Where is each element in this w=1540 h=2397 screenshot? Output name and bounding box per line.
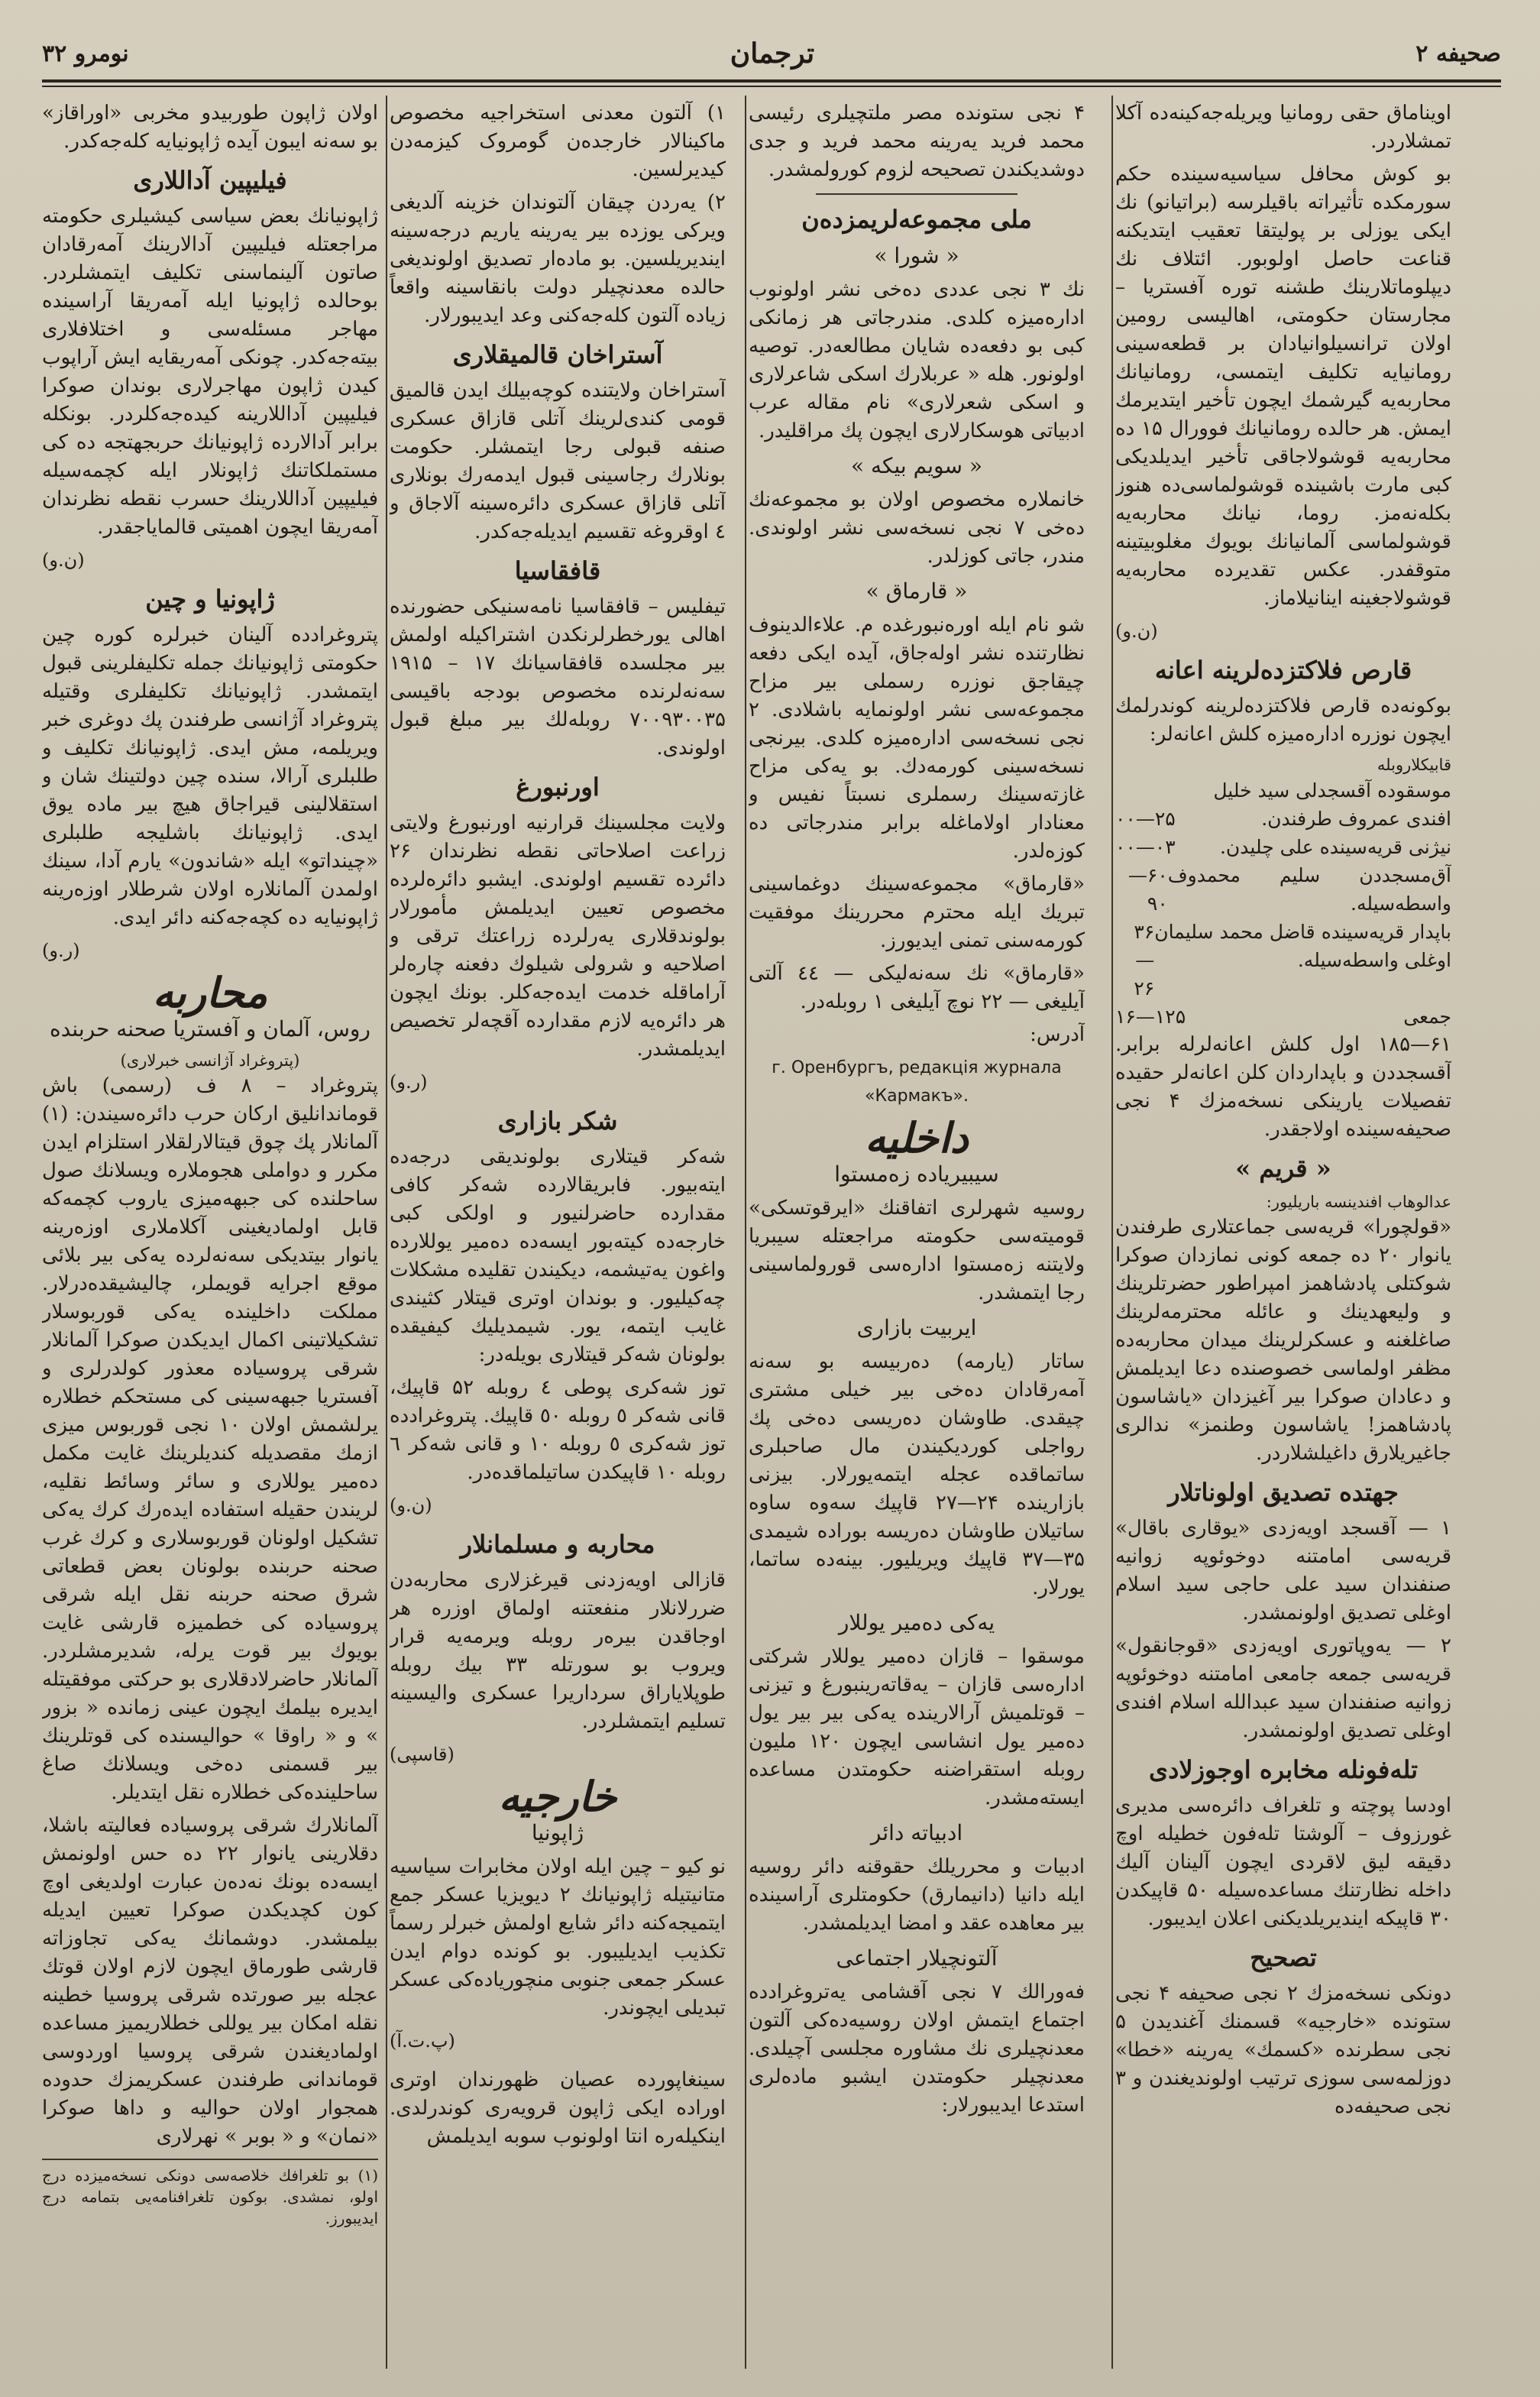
article-text: دونکی نسخه‌مزك ۲ نجی صحیفه ۴ نجی ستونده «خارجیه» قسمنك آغندیدن ۵ نجی سطرنده «کسمك» یه‌رینه «خطا» دوزلمه‌سی سوزی ترتیب اولوندیغندن و ۳ نجی صحیفه‌ده bbox=[1115, 1982, 1451, 2118]
donation-row: افندی عمروف طرفندن. ۲۵—۰۰ bbox=[1115, 808, 1451, 830]
section-heading: قافقاسیا bbox=[514, 556, 601, 585]
donation-total: جمعی ۱۲۵—۱۶ bbox=[1115, 1006, 1451, 1028]
article-text: آدرس: bbox=[1030, 1023, 1085, 1046]
section-heading: فیلیپین آداللاری bbox=[133, 166, 287, 195]
article-text: پتروغراد – ۸ ف (رسمی) باش قوماندانلیق ارکان حرب دائره‌سیندن: (۱) آلمانلار پك چوق قیتالارلقلار استلزام ایدن مکرر و دواملی هجوملاره ویسلانك صول ساحلنده کی جبهه‌میزی یاروب کچمه‌که قابل اولمادیغینی آکلاملاری اوزه‌رینه یانوار بیتدیکی سه‌نه‌لرده یه‌کی بیر بلائی موقع اجرایه قویملر، چالیشیقده‌درلار. مملکت داخلینده یه‌کی قوربوسلار تشکیلاتینی اکمال ایدیکدن صوکرا آلمانلار شرقی پروسیاده معذور کولدرلری و آفستریا جبهه‌سینی کی مستحکم خطلاره یرلشمش اولان ۱۰ نجی قوربوس میزی ازمك مقصدیله کندیلرینك غایت مکمل ده‌میر یوللاری و سائر وسائط نقلیه، لریندن حقیله استفاده ایده‌رك کرك یه‌کی تشکیل اولونان قوربوسلاری و کرك غرب صحنه حربنده بولونان بعض قطعاتی شرق صحنه حربنه نقل ایله شرقی پروسیاده کی خطمیزه قارشی غایت بویوك بیر قوت یرله، شدیرمشلردر. آلمانلار حاضرلادقلاری بو حرکتی موفقیتله ایدیره بیلمك ایچون عینی زمانده « بزور » و « راوقا » حوالیسنده کی قوتلرینك بیر قسمنی ده‌خی ویسلانك صاغ ساحلینده‌کی خطلاره نقل ایتدیلر. bbox=[42, 1074, 378, 1804]
column-divider bbox=[1111, 96, 1113, 2369]
byline: (پتروغراد آژانسی خبرلاری) bbox=[120, 1051, 300, 1070]
separator bbox=[816, 193, 1017, 195]
subheading: ژاپونیا bbox=[531, 1820, 584, 1845]
byline: عدالوهاب افندینسه باریلیور: bbox=[1266, 1193, 1451, 1211]
article-text: موسقوا – قازان ده‌میر یوللار شرکتی اداره‌سی قازان – یه‌قاته‌رینبورغ و تیزنی – قوتلمیش آرالارینده یه‌کی بیر بیر یول ده‌میر یول انشاسی ایچون ۱۲۰ ملیون روبله استقراضنه حکومتدن مساعده ایسته‌مشدر. bbox=[749, 1645, 1085, 1809]
article-text: ۲ — یه‌وپاتوری اویه‌زدی «قوجانقول» قریه‌سی جمعه جامعی امامتنه دوخوئوپه زوانیه صنفندان سید عبدالله اسلام افندی اوغلی تصدیق اولونمشدر. bbox=[1115, 1634, 1451, 1742]
masthead bbox=[42, 31, 1501, 76]
section-heading: محاربه و مسلمانلار bbox=[460, 1530, 655, 1559]
column-1 bbox=[1115, 99, 1451, 2361]
section-heading: تله‌فونله مخابره اوجوزلادی bbox=[1149, 1755, 1418, 1784]
article-text: بوکونه‌ده قارص فلاکتزده‌لرینه کوندرلمك ایچون نوزره اداره‌میزه کلش اعانه‌لر: bbox=[1115, 695, 1451, 746]
article-text: آستراخان ولایتنده کوچه‌بیلك ایدن قالمیق قومی کندی‌لرینك آتلی قازاق عسکری صنفه قبولی رجا ایتمشلر. حکومت بونلارك رجاسینی قبول ایدمه‌رك بونلاری آتلی قازاق عسکری دائره‌سینه آلاجاق و ٤ اوقروغه تقسیم ایدیله‌جه‌کدر. bbox=[390, 379, 726, 543]
article-text: «قارماق» مجموعه‌سینك دوغماسینی تبریك ایله محترم محررینك موفقیت کورمه‌سنی تمنی ایدیورز. bbox=[749, 873, 1085, 952]
article-text: پتروغرادده آلینان خبرلره کوره چین حکومتی ژاپونیانك جمله تکلیفلرینی قبول ایتمشدر. ژاپونیانك تکلیفلری وقتیله پتروغراد آژانسی طرفندن پك دوغری خبر ویریلمه، مش ایدی. ژاپونیانك تکلیف و طلبلری آرالا، سنده چین دولتینك شان و استقلالینی قیراجاق هیچ بیر ماده یوق ایدی. ژاپونیانك باشلیجه طلبلری «چینداتو» ایله «شاندون» یارم آدا، سینك اولمدن آلمانلاره اولان شرطلار اوزه‌رینه ژاپونیایه ده کچه‌جه‌کنه دائر ایدی. bbox=[42, 624, 378, 929]
section-heading: اورنبورغ bbox=[516, 773, 600, 802]
section-heading: جهتده تصدیق اولوناتلار bbox=[1168, 1478, 1399, 1507]
article-text: اویناماق حقی رومانیا ویریله‌جه‌کینه‌ده آکلا تمشلاردر. bbox=[1115, 102, 1451, 153]
subheading: « شورا » bbox=[874, 243, 959, 268]
article-text: ادبیات و محرریلك حقوقنه دائر روسیه ایله دانیا (دانیمارق) حکومتلری آراسینده بیر معاهده عقد و امضا ایدیلمشدر. bbox=[749, 1855, 1085, 1935]
section-heading: آستراخان قالمیقلاری bbox=[452, 340, 663, 369]
article-text: ۴ نجی ستونده مصر ملتچیلری رئیسی محمد فرید یه‌رینه محمد فرید و جدی دوشدیکندن تصحیحه لزوم کورولمشدر. bbox=[749, 102, 1085, 181]
article-text: روسیه شهرلری اتفاقنك «ایرقوتسکی» قومیته‌سی حکومته مراجعتله سیبریا ولایتنه زه‌مستوا اداره‌سی قورولماسینی رجا ایتمشدر. bbox=[749, 1197, 1085, 1304]
article-text: نك ۳ نجی عددی ده‌خی نشر اولونوب اداره‌میزه کلدی. مندرجاتی هر زمانکی کبی بو دفعه‌ده شایان مطالعه‌در. توصیه اولونور. هله « عربلارك اسکی شاعرلاری و اسکی شعرلاری» نام مقاله عرب ادبیاتی هوسکارلاری ایچون پك مراقلیدر. bbox=[749, 278, 1085, 442]
article-text: بو کوش محافل سیاسیه‌سینده حکم سورمکده تأثیراته باقیلرسه (براتیانو) نك ایکی یوزلی بر پولیتقا تعقیب ایتدیکنه قناعت حاصل اولوبور. ائتلاف نك دیپلوماتلارینك طشنه توره آفستریا – مجارستان حکومتی، اهالیسی رومین اولان ترانسیلوانیادان بر قطعه‌سینی رومانیایه تکلیف ایتمسی، رومانیانك محاربه‌یه گیرشمك ایچون تأخیر ایتدیرمك ایمش. هر حالده رومانیانك فوورال ۱۵ ده محاربه‌یه قوشولاجاقی تأخیر ایدیلدیکی کبی مارت باشینده قوشولماسی‌ده هنوز بکله‌نه‌مز. روما، نيانك محاربه‌یه قوشولماسی آلمانیانك بویوك مغلوبیتینه متوقفدر. عکس تقدیرده محاربه‌یه قوشولاجغینه اینانیلاماز. bbox=[1115, 163, 1451, 610]
article-signature: (ن.و) bbox=[1115, 620, 1158, 642]
header-rule bbox=[42, 79, 1501, 83]
article-signature: (قاسپی) bbox=[390, 1744, 455, 1765]
article-text: شه‌کر قیتلاری بولوندیقی درجه‌ده ایته‌بیور. فابریقالارده شه‌کر کافی مقدارده حاضرلنیور و اولکی کبی خارجه‌ده کیته‌بور ایسه‌ده ده‌میر یوللارده واغون یه‌تیشمه، دیکیندن تقلیده مشکلات چه‌کیلیور. و بوندان اوتری قیتلار کثیندی غایب ایتمه، یور. شیمدیلیك کیفیقده بولونان شه‌کر قیتلاری بویله‌در: bbox=[390, 1145, 726, 1366]
section-heading: داخلیه bbox=[865, 1113, 969, 1162]
article-text: خانملاره مخصوص اولان بو مجموعه‌نك ده‌خی ۷ نجی نسخه‌سی نشر اولوندی. مندر، جاتی کوزلدر. bbox=[749, 488, 1085, 568]
column-2 bbox=[749, 99, 1085, 2361]
list-caption: قابیکلاروبله bbox=[1377, 756, 1451, 774]
donation-row: موسقوده آقسجدلی سید خلیل bbox=[1213, 779, 1451, 802]
article-text: ساتار (یارمه) ده‌ربیسه بو سه‌نه آمه‌رقادان ده‌خی بیر خیلی مشتری چیقدی. طاوشان ده‌ریسی ده‌خی پك رواجلی کوردیکیندن مال صاحبلری ساتماقده عجله ایتمه‌یورلار. بیزنی بازارینده ۲۴—۲۷ قاپیك سه‌وه ساوه ساتیلان طاوشان ده‌ریسه بوراده شیمدی ۳۵—۳۷ قاپیك ویریلیور. بینه‌ده ساتما، یورلار. bbox=[749, 1350, 1085, 1599]
column-divider bbox=[745, 96, 746, 2369]
column-divider bbox=[386, 96, 387, 2369]
section-heading: ژاپونیا و چین bbox=[145, 585, 275, 614]
article-text: تیفلیس – قافقاسیا نامه‌سنیکی حضورنده اهالی یورخطرلرنکدن اشتراکیله اولمش بیر مجلسده قافقاسیانك ۱۷ – ۱۹۱۵ سه‌نه‌لرنده مخصوص بودجه باقیسی ۷۰۰۹۳۰۰۳۵ روبله‌لك بیر مبلغ قبول اولوندی. bbox=[390, 595, 726, 760]
article-text: فه‌ورالك ۷ نجی آقشامی یه‌تروغرادده اجتماع ایتمش اولان روسیه‌ده‌کی آلتون معدنچیلری نك مشاوره مجلسی آچیلدی. معدنچیلر حکومتدن ایشبو ماده‌لری استدعا ایدیبورلار: bbox=[749, 1981, 1085, 2117]
header-rule-thin bbox=[42, 86, 1501, 87]
article-text: سینغاپورده عصیان ظهورندان اوتری اوراده ایکی ژاپون قرویه‌ری کوندرلدی. اینکیله‌ره انتا اولونوب سوبه ایدیلمش bbox=[390, 2068, 726, 2148]
article-text: توز شه‌کری پوطی ٤ روبله ۵۲ قاپیك، قانی شه‌کر ٥ روبله ٥٠ قاپیك. پتروغرادده توز شه‌کری ٥ روبله ١٠ و قانی شه‌کر ٦ روبله ١٠ قاپیکدن ساتیلماقده‌در. bbox=[390, 1376, 726, 1484]
article-signature: (ر.و) bbox=[42, 940, 80, 961]
article-text: شو نام ایله اوره‌نبورغده م. علاءالدینوف نظارتنده نشر اوله‌جاق، آیده ایکی دفعه چیقاجق نوزره رسملی بیر مزاح مجموعه‌سی نشر اولونمایه باشلادی. ۲ نجی نسخه‌سی اداره‌میزه کلدی. بیرنجی نسخه‌سینی کورمه‌دك. بو یه‌کی مزاح غازته‌سینك رسملری نسبتاً نفیس و معنادار اولاماغله برابر مندرجاتی ده کوزه‌لدر. bbox=[749, 614, 1085, 863]
article-text: ۲) یه‌ردن چیقان آلتوندان خزینه آلدیغی ویرکی یوزده بیر یه‌رینه یاریم درجه‌سینه ایندیریلسین. بو ماده‌ار تصدیق اولوندیغی حالده معدنچیلر دولت بانقاسینه واقعاً زیاده آلتون کله‌جه‌کنی وعد ایدیبورلار. bbox=[390, 191, 726, 327]
section-heading: محاربه bbox=[152, 968, 268, 1017]
article-text: قازالی اویه‌زدنی قیرغزلاری محاربه‌دن ضررلانلار منفعتنه اولماق اوزره هر اوجاقدن بیره‌ر روبله ویرمه‌یه قرار ویروب بو سورتله ۳۳ بیك روبله طوپلایاراق سرداریرا عسکری والیسینه تسلیم ایتمشلردر. bbox=[390, 1569, 726, 1733]
section-heading: « قریم » bbox=[1235, 1154, 1331, 1183]
article-text: اولان ژاپون طوربیدو مخربی «اوراقاز» بو سه‌نه ایبون آیده ژاپونیایه کله‌جه‌کدر. bbox=[42, 102, 378, 153]
column-3 bbox=[390, 99, 726, 2361]
section-heading: خارجیه bbox=[498, 1772, 617, 1821]
subheading: « سویم بیکه » bbox=[850, 453, 983, 478]
subheading: « قارماق » bbox=[865, 578, 968, 604]
article-text: ۶۱—۱۸۵ اول کلش اعانه‌لرله برابر. آقسجددن و باپداردان کلن اعانه‌لر حقیده تفصیلات یارینکی نسخه‌مزك ۴ نجی صحیفه‌سینده اولاجقدر. bbox=[1115, 1033, 1451, 1141]
section-heading: تصحیح bbox=[1250, 1943, 1317, 1972]
article-text: ۱) آلتون معدنی استخراجیه مخصوص ماکینالار خارجده‌ن گومروک کیزمه‌دن کیدیرلسین. bbox=[390, 102, 726, 181]
article-signature: (پ.ت.آ) bbox=[390, 2030, 455, 2052]
article-text: اودسا پوچته و تلغراف دائره‌سی مدیری غورزوف – آلوشتا تله‌فون خطیله اوچ دقیقه لیق لاقردی ایچون آلینان آلیك داخله نظارتنك مساعده‌سیله ۵۰ قاپیکدن ۳۰ قاپیکه ایندیریلدیکنی اعلان ایدیبور. bbox=[1115, 1794, 1451, 1930]
section-heading: ملی مجموعه‌لریمزده‌ن bbox=[801, 205, 1032, 234]
newspaper-title: ترجمان bbox=[730, 37, 815, 70]
column-4 bbox=[42, 99, 378, 2361]
article-signature: (ن.و) bbox=[390, 1495, 432, 1516]
subheading: ایربیت بازاری bbox=[856, 1315, 977, 1340]
article-text: ۱ — آقسجد اویه‌زدی «یوقاری باقال» قریه‌سی امامتنه دوخوئوپه زوانیه صنفندان سید علی حاجی سید اسلام اوغلی تصدیق اولونمشدر. bbox=[1115, 1517, 1451, 1624]
article-signature: (ن.و) bbox=[42, 549, 85, 571]
article-text: ولایت مجلسینك قرارنیه اورنبورغ ولایتی زراعت اصلاحاتی نقطه نظرندان ۲۶ دائرده تقسیم اولوندی. ایشبو دائره‌لرده مخصوص تعیین ایدیلمش مأمورلار بولوندقلاری یه‌رلرده زراعتك ترقی و اصلاحیه و شرولی شیلوك دفعنه چاره‌لر آراماقله خدمت ایده‌جه‌کلر. بونك ایچون هر دائره‌یه لازم مقدارده آقچه‌لر تخصیص ایدیلمشدر. bbox=[390, 811, 726, 1061]
article-text: آلمانلارك شرقی پروسیاده فعالیته باشلا، دقلارینی یانوار ۲۲ ده حس اولونمش ایسه‌ده بونك نه‌ده‌ن عبارت اولدیغی اوچ کون کچدیکدن صوکرا تعیین ایدیله بیلمشدر. دوشمانك یه‌کی تجاوزاته قارشی طورماق ایچون لازم اولان قوتك عجله بیر صورتده شرقی پروسیا خطینه نقله امکان بیر یوللی خطلاریمیز مساعده اولمادیغندن شرقی پروسیا اوردوسی قوماندانی طرفندن عسکریمزك حدوده همجوار اولان حوالیه و داها صوکرا «نمان» و « بوبر » نهرلاری bbox=[42, 1814, 378, 2148]
article-text: نو کیو – چین ایله اولان مخابرات سیاسیه متانیتیله ژاپونیانك ۲ دیویزیا عسکر جمع ایتمیجه‌کنه دائر شایع اولمش خبرلر رسماً تکذیب ایدیلیبور. بو کونده دوام ایدن عسکر جمعی جنوبی منچوریاده‌کی عسکر تبدیلی ایچوندر. bbox=[390, 1855, 726, 2020]
subheading: سیبیریاده زه‌مستوا bbox=[834, 1161, 999, 1187]
subheading: ادبیاته دائر bbox=[870, 1820, 963, 1845]
donation-row: آق‌مسجددن سلیم محمدوف واسطه‌سیله. ۶۰—۹۰ bbox=[1128, 864, 1451, 915]
donation-row: باپدار قریه‌سینده قاضل محمد سلیمان اوغلی واسطه‌سیله. ۳۶—۲۶ bbox=[1134, 921, 1451, 999]
russian-address: г. Оренбургъ, редакція журнала «Кармакъ». bbox=[772, 1058, 1062, 1106]
section-heading: شکر بازاری bbox=[497, 1106, 618, 1135]
article-text: «قولچورا» قریه‌سی جماعتلاری طرفندن یانوار ۲۰ ده جمعه کونی نمازدان صوکرا شوکتلی پادشاهمز امپراطور حضرتلرینك و ولیعهدینك و عائله محترمه‌لرینك صاغلغنه و عسکرلرینك میدان محاربه‌ده مظفر اولماسی خصوصنده دعا ایدیلمش و دعادان صوکرا بیر آغیزدان «یاشاسون پادشاهمز! یاشاسون وطنمز» ندالری جاغیریلارق داغیلشلاردر. bbox=[1115, 1216, 1451, 1465]
page-number: صحیفه ۲ bbox=[1415, 40, 1501, 67]
donation-row: نیژنی قریه‌سینده علی چلیدن. ۰۳—۰۰ bbox=[1115, 836, 1451, 858]
footnote: (۱) بو تلغرافك خلاصه‌سی دونکی نسخه‌میزده درج اولو، نمشدی. بوکون تلغرافنامه‌یی بتمامه درج ایدیبورز. bbox=[42, 2159, 378, 2229]
section-heading: قارص فلاکتزده‌لرینه اعانه bbox=[1154, 656, 1412, 685]
subheading: یه‌کی ده‌میر یوللار bbox=[838, 1610, 995, 1635]
article-signature: (ر.و) bbox=[390, 1071, 428, 1093]
article-text: «قارماق» نك سه‌نه‌لیکی — ٤٤ آلتی آیلیغی — ۲۲ نوچ آیلیغی ۱ روبله‌در. bbox=[749, 962, 1085, 1013]
article-text: ژاپونیانك بعض سیاسی کیشیلری حکومته مراجعتله فیلیپین آدالارینك آمه‌رقادان صاتون آلینماسنی تکلیف ایتمشلردر. بوحالده ژاپونیا ایله آمه‌ریقا آراسینده مهاجر مسئله‌سی و اختلافلاری بیته‌جه‌کدر. چونکی آمه‌ریقایه ایش آراپوب کیدن ژاپون مهاجرلاری بوندان صوکرا فیلیپین آداللارینه کیده‌جه‌کلردر. بونکله برابر آدالارده ژاپونیانك حربجهتجه ده کی مستملکاتنك ژاپونلار ایله کچمه‌سیله فیلیپین آداللارینك حسرب نقطه نظرندان آمه‌ریقا ایچون اهمیتی قالمایاجقدر. bbox=[42, 205, 378, 539]
subheading: آلتونچیلار اجتماعی bbox=[836, 1945, 998, 1971]
issue-number: نومرو ۳۲ bbox=[42, 40, 129, 67]
subheading: روس، آلمان و آفستریا صحنه حربنده bbox=[50, 1016, 370, 1041]
